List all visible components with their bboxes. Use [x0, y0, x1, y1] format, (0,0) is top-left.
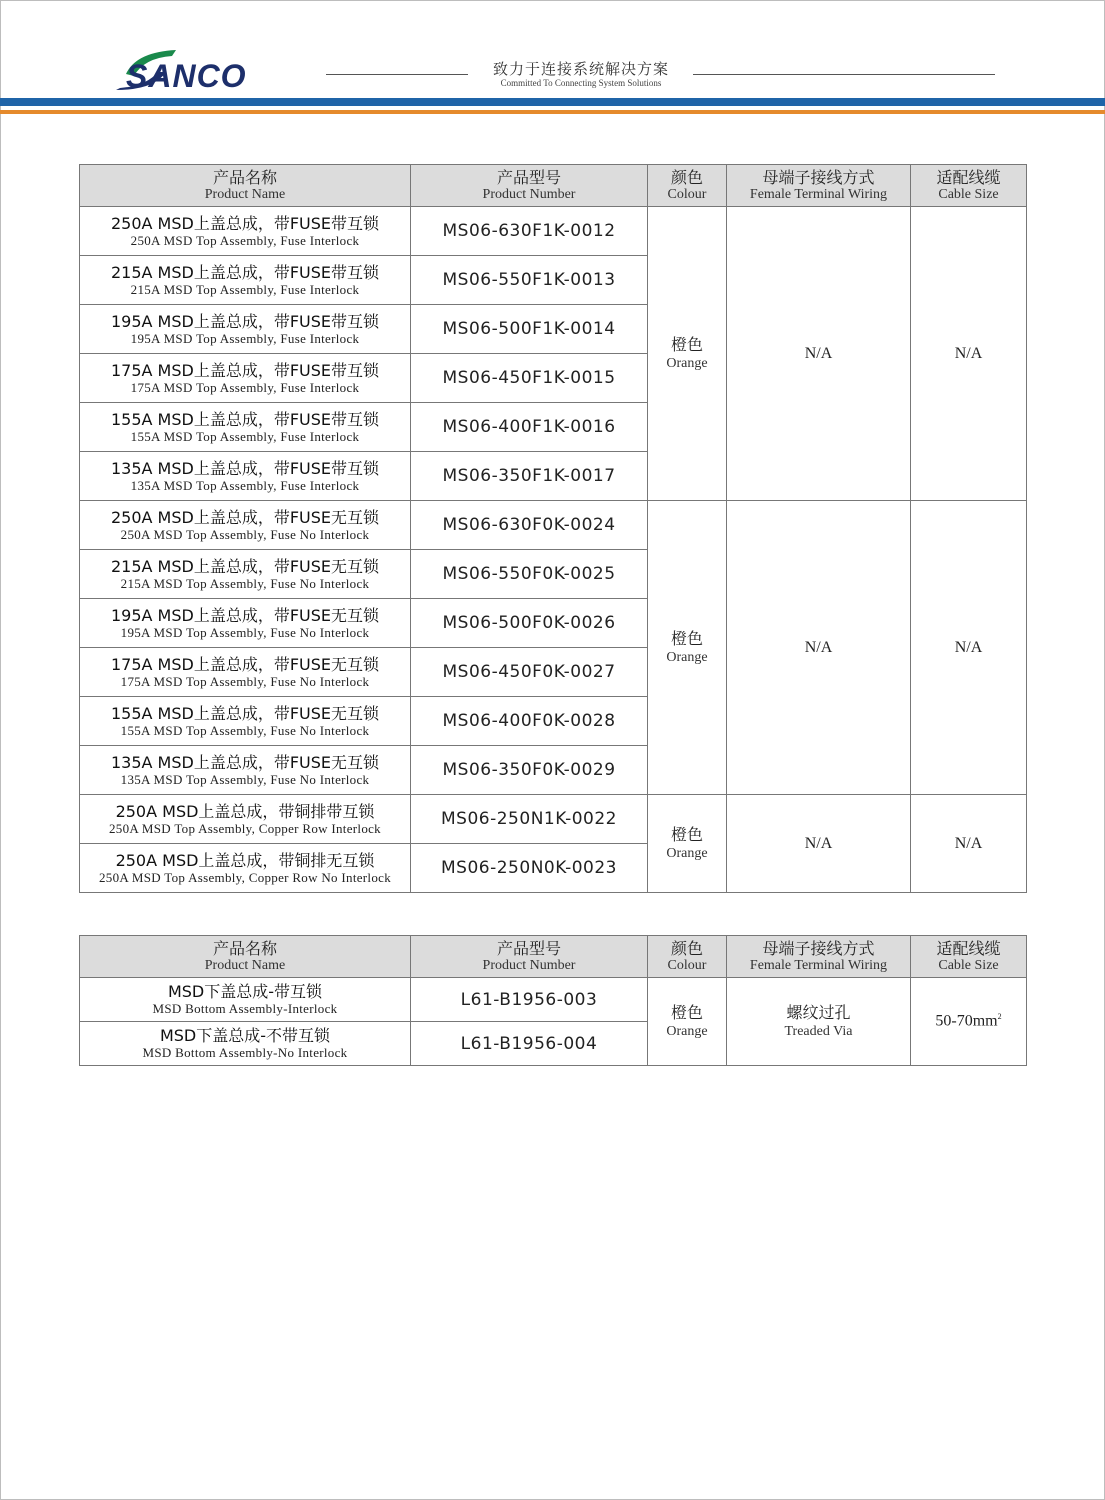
tagline-chinese: 致力于连接系统解决方案 — [492, 60, 669, 78]
cable-size-cell: N/A — [911, 795, 1027, 893]
table-header-row — [80, 936, 1027, 978]
colour-cell: 橙色 Orange — [648, 207, 727, 501]
product-number-cell: MS06-630F0K-0024 — [411, 501, 648, 550]
product-number-cell: L61-B1956-004 — [411, 1022, 648, 1066]
product-name-cell: 135A MSD上盖总成，带FUSE带互锁 135A MSD Top Assembly, Fuse Interlock — [80, 452, 411, 501]
product-name-cell: 155A MSD上盖总成，带FUSE无互锁 155A MSD Top Assembly, Fuse No Interlock — [80, 697, 411, 746]
header-rule-left — [326, 74, 468, 75]
product-number-cell: MS06-450F0K-0027 — [411, 648, 648, 697]
product-number-cell: L61-B1956-003 — [411, 978, 648, 1022]
product-name-cell: 215A MSD上盖总成，带FUSE带互锁 215A MSD Top Assembly, Fuse Interlock — [80, 256, 411, 305]
product-name-cell: 175A MSD上盖总成，带FUSE带互锁 175A MSD Top Assembly, Fuse Interlock — [80, 354, 411, 403]
table-row — [80, 207, 1027, 256]
cable-size-cell: N/A — [911, 501, 1027, 795]
header-orange-band — [0, 110, 1105, 114]
wiring-cell: N/A — [727, 501, 911, 795]
table-row — [80, 795, 1027, 844]
product-number-cell: MS06-400F1K-0016 — [411, 403, 648, 452]
header-blue-band — [0, 98, 1105, 106]
product-name-cell: 215A MSD上盖总成，带FUSE无互锁 215A MSD Top Assembly, Fuse No Interlock — [80, 550, 411, 599]
logo-wordmark: SANCO — [126, 58, 247, 92]
col-product-name: 产品名称 Product Name — [80, 165, 411, 207]
product-number-cell: MS06-250N1K-0022 — [411, 795, 648, 844]
product-number-cell: MS06-450F1K-0015 — [411, 354, 648, 403]
colour-cell: 橙色 Orange — [648, 501, 727, 795]
top-assembly-table — [79, 164, 1027, 893]
product-number-cell: MS06-500F1K-0014 — [411, 305, 648, 354]
product-number-cell: MS06-350F0K-0029 — [411, 746, 648, 795]
table-row — [80, 501, 1027, 550]
col-product-name: 产品名称 Product Name — [80, 936, 411, 978]
product-name-cell: 195A MSD上盖总成，带FUSE带互锁 195A MSD Top Assembly, Fuse Interlock — [80, 305, 411, 354]
product-name-cell: 250A MSD上盖总成，带铜排无互锁 250A MSD Top Assembly, Copper Row No Interlock — [80, 844, 411, 893]
table-row — [80, 978, 1027, 1022]
product-number-cell: MS06-630F1K-0012 — [411, 207, 648, 256]
col-product-number: 产品型号 Product Number — [411, 165, 648, 207]
cable-size-cell: N/A — [911, 207, 1027, 501]
product-number-cell: MS06-550F0K-0025 — [411, 550, 648, 599]
product-name-cell: MSD下盖总成-不带互锁 MSD Bottom Assembly-No Interlock — [80, 1022, 411, 1066]
col-female-terminal-wiring: 母端子接线方式 Female Terminal Wiring — [727, 165, 911, 207]
col-colour: 颜色 Colour — [648, 936, 727, 978]
header-rule-right — [693, 74, 995, 75]
product-name-cell: 250A MSD上盖总成，带FUSE带互锁 250A MSD Top Assembly, Fuse Interlock — [80, 207, 411, 256]
wiring-cell: 螺纹过孔 Treaded Via — [727, 978, 911, 1066]
sanco-logo — [106, 44, 286, 92]
product-name-cell: 250A MSD上盖总成，带FUSE无互锁 250A MSD Top Assembly, Fuse No Interlock — [80, 501, 411, 550]
col-cable-size: 适配线缆 Cable Size — [911, 936, 1027, 978]
product-name-cell: 155A MSD上盖总成，带FUSE带互锁 155A MSD Top Assembly, Fuse Interlock — [80, 403, 411, 452]
product-number-cell: MS06-350F1K-0017 — [411, 452, 648, 501]
wiring-cell: N/A — [727, 207, 911, 501]
product-name-cell: MSD下盖总成-带互锁 MSD Bottom Assembly-Interlock — [80, 978, 411, 1022]
product-name-cell: 175A MSD上盖总成，带FUSE无互锁 175A MSD Top Assembly, Fuse No Interlock — [80, 648, 411, 697]
product-name-cell: 195A MSD上盖总成，带FUSE无互锁 195A MSD Top Assembly, Fuse No Interlock — [80, 599, 411, 648]
product-number-cell: MS06-550F1K-0013 — [411, 256, 648, 305]
product-name-cell: 135A MSD上盖总成，带FUSE无互锁 135A MSD Top Assembly, Fuse No Interlock — [80, 746, 411, 795]
colour-cell: 橙色 Orange — [648, 978, 727, 1066]
product-number-cell: MS06-400F0K-0028 — [411, 697, 648, 746]
product-number-cell: MS06-500F0K-0026 — [411, 599, 648, 648]
col-female-terminal-wiring: 母端子接线方式 Female Terminal Wiring — [727, 936, 911, 978]
col-product-number: 产品型号 Product Number — [411, 936, 648, 978]
wiring-cell: N/A — [727, 795, 911, 893]
cable-size-cell: $50-70mm^2$ — [911, 978, 1027, 1066]
col-cable-size: 适配线缆 Cable Size — [911, 165, 1027, 207]
col-colour: 颜色 Colour — [648, 165, 727, 207]
bottom-assembly-table — [79, 935, 1027, 1066]
colour-cell: 橙色 Orange — [648, 795, 727, 893]
product-number-cell: MS06-250N0K-0023 — [411, 844, 648, 893]
table-header-row — [80, 165, 1027, 207]
product-name-cell: 250A MSD上盖总成，带铜排带互锁 250A MSD Top Assembly, Copper Row Interlock — [80, 795, 411, 844]
tagline-english: Committed To Connecting System Solutions — [500, 78, 662, 88]
